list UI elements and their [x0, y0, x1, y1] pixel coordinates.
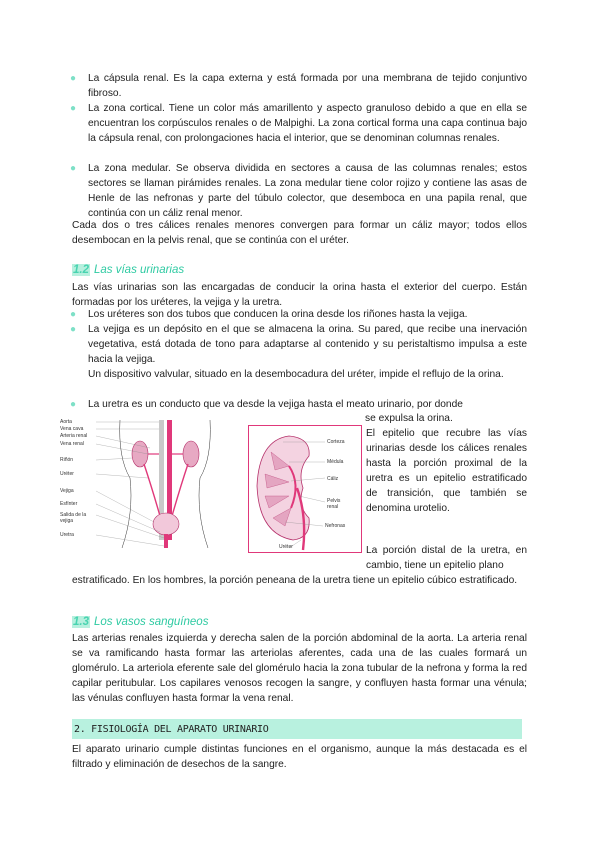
list-item: ● La vejiga es un depósito en el que se almacena la orina. Su pared, que recibe una inervación vegetativa, está dotada de tono para adaptarse al contenido y su peristaltismo impulsa a este hacia la vejiga.: [70, 324, 527, 365]
section-heading-vias: 1.2 Las vías urinarias: [73, 264, 185, 276]
bullet-icon: ●: [70, 103, 77, 114]
list-item-continuation: se expulsa la orina.: [365, 413, 453, 424]
paragraph-distal: La porción distal de la uretra, en cambio, tiene un epitelio plano: [366, 545, 527, 571]
figure-label: Arteria renal: [60, 433, 88, 439]
paragraph-fisiologia: El aparato urinario cumple distintas funciones en el organismo, aunque la más destacada es el filtrado y eliminación de desechos de la sangre.: [72, 744, 527, 770]
figure-label: Uretra: [60, 532, 74, 538]
figure-label: Vejiga: [60, 488, 74, 494]
list-item: ● La zona medular. Se observa dividida en sectores a causa de las columnas renales; estos sectores se llaman pirámides renales. La zona medular tiene color rojizo y contiene las asas de Henle de las nefronas y parte del túbulo colector, que desemboca en una papila renal, que continúa con un cáliz renal menor.: [70, 163, 527, 219]
bullet-icon: ●: [70, 163, 77, 174]
figure-label: Nefronas: [325, 523, 346, 529]
list-item-continuation: Un dispositivo valvular, situado en la desembocadura del uréter, impide el reflujo de la orina.: [88, 369, 504, 380]
section-heading-vasos: 1.3 Los vasos sanguíneos: [73, 616, 209, 628]
list-item: ● La uretra es un conducto que va desde la vejiga hasta el meato urinario, por donde: [70, 399, 463, 410]
figure-label: Vena cava: [60, 426, 84, 432]
figure-label: Uréter: [279, 544, 293, 550]
figure-label: Cáliz: [327, 476, 339, 482]
paragraph-vasos: Las arterias renales izquierda y derecha salen de la porción abdominal de la aorta. La arteria renal se va ramificando hasta formar las arteriolas aferentes, cada una de las cuales formará un glomérulo. La arteriola eferente sale del glomérulo hacia la zona tubular de la nefrona y forma la red capilar peritubular. Los capilares venosos recogen la sangre, y confluyen hasta formar una vénula; las vénulas confluyen hasta formar la vena renal.: [72, 633, 527, 704]
figure-label: Esfínter: [60, 501, 78, 507]
figure-label: Salida de la vejiga: [60, 512, 87, 524]
figure-label: Corteza: [327, 439, 345, 445]
section-heading-fisiologia: 2. FISIOLOGÍA DEL APARATO URINARIO: [74, 724, 269, 735]
paragraph-vias: Las vías urinarias son las encargadas de conducir la orina hasta el exterior del cuerpo. Están formadas por los uréteres, la vejiga y la uretra.: [72, 282, 527, 308]
bullet-icon: ●: [70, 309, 77, 320]
bullet-icon: ●: [70, 324, 77, 335]
section-bar-fisiologia: [72, 719, 522, 739]
list-item: ● La cápsula renal. Es la capa externa y está formada por una membrana de tejido conjuntivo fibroso.: [70, 73, 527, 99]
figure-label: Vena renal: [60, 441, 84, 447]
urinary-system-figure: [60, 418, 230, 550]
list-item: ● Los uréteres son dos tubos que conducen la orina desde los riñones hasta la vejiga.: [70, 309, 468, 320]
list-item: ● La zona cortical. Tiene un color más amarillento y aspecto granuloso debido a que en ella se encuentran los corpúsculos renales o de Malpighi. La zona cortical forma una capa continua bajo la cápsula renal, con prolongaciones hacia el interior, que se denominan columnas renales.: [70, 103, 527, 144]
figure-label: Pelvis renal: [327, 498, 341, 510]
paragraph-calices: Cada dos o tres cálices renales menores convergen para formar un cáliz mayor; todos ellos desembocan en la pelvis renal, que se continúa con el uréter.: [72, 220, 527, 246]
figure-label: Uréter: [60, 471, 74, 477]
figure-label: Médula: [327, 459, 344, 465]
paragraph-distal-cont: estratificado. En los hombres, la porción peneana de la uretra tiene un epitelio cúbico estratificado.: [72, 575, 518, 586]
bullet-icon: ●: [70, 73, 77, 84]
paragraph-epitelio: El epitelio que recubre las vías urinarias desde los cálices renales hasta la porción proximal de la uretra es un epitelio estratificado de transición, que también se denomina urotelio.: [366, 428, 527, 514]
figure-label: Riñón: [60, 457, 74, 463]
figure-label: Aorta: [60, 419, 72, 425]
bullet-icon: ●: [70, 399, 77, 410]
kidney-section-figure: [248, 425, 362, 553]
